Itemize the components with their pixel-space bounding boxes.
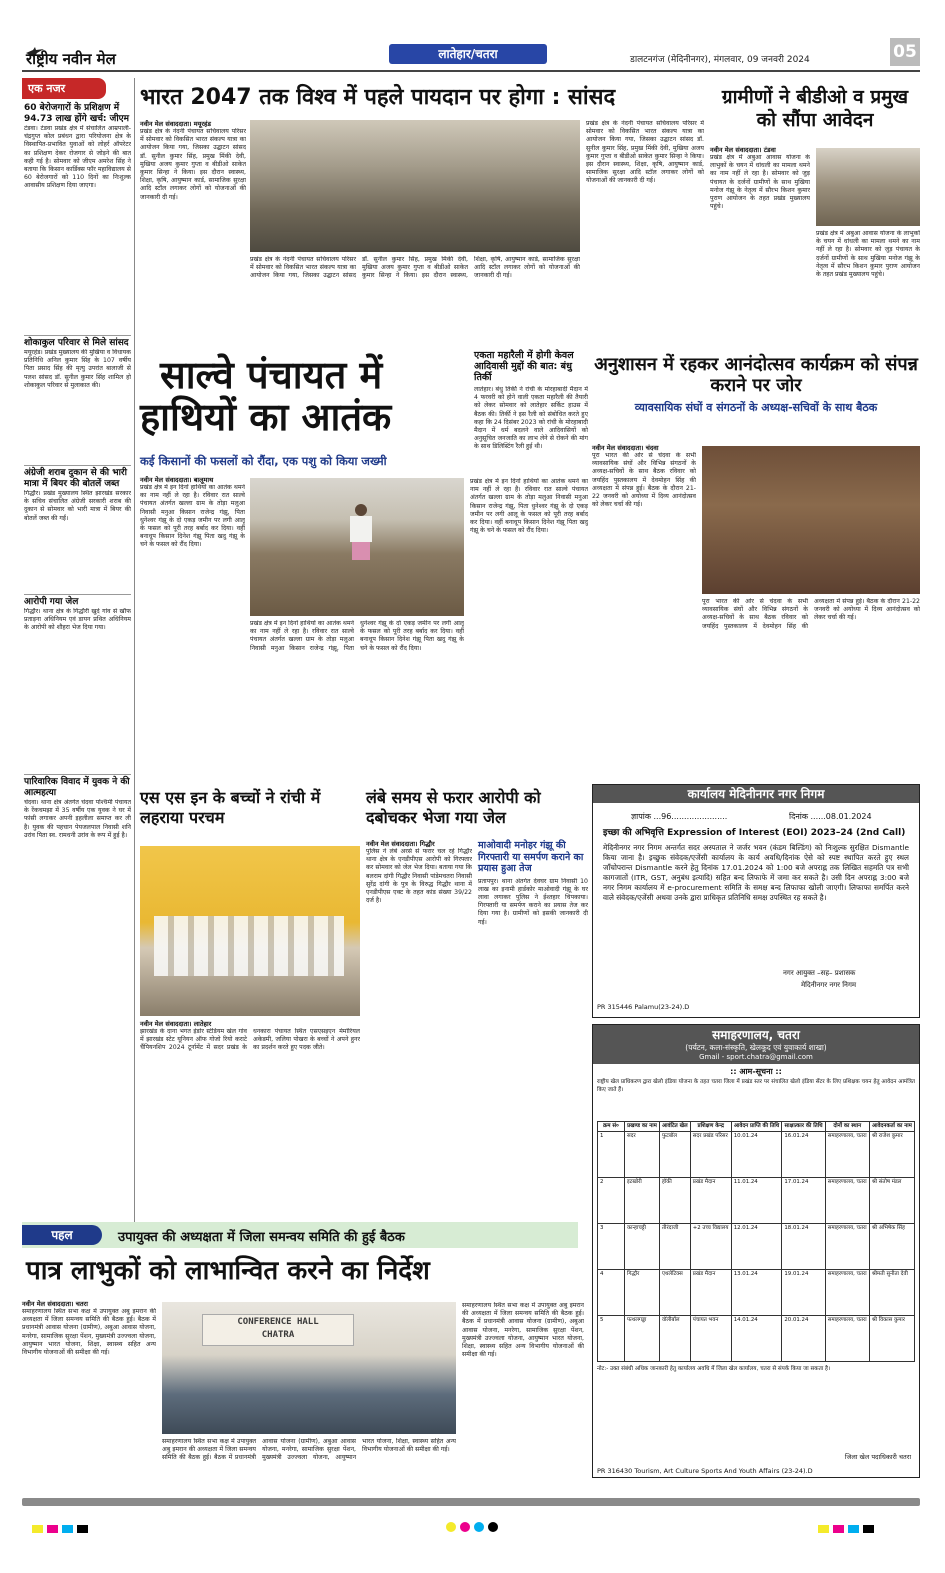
nagar-nigam-notice — [592, 784, 920, 1018]
signature-line-1: नगर आयुक्त –सह– प्रशासक — [783, 969, 856, 977]
page-number: 05 — [890, 38, 920, 66]
arrest-body: पुलिस ने लंबे अरसे से फरार चल रहे गिद्धौर थाना क्षेत्र के एनडीपीएस आरोपी को गिरफ्तार कर सोमवार को जेल भेज दिया। बताया गया कि बलराम दांगी गिद्धौर निवासी पांडेमचतरा निवासी सुरेंद्र दांगी के पुत्र के विरुद्ध गिद्धौर थाना में एनडीपीएस एक्ट के तहत कांड संख्या 39/22 दर्ज है। — [366, 848, 472, 905]
pahal-headline: पात्र लाभुकों को लाभान्वित करने का निर्देश — [26, 1256, 430, 1286]
table-cell: हॉकी — [659, 1178, 690, 1224]
eoi-body: मेदिनीनगर नगर निगम अन्तर्गत सदर अस्पताल ने जर्जर भवन (कंडम बिल्डिंग) को निःशुल्क सुरक्षित Dismantle किया जाना है। इच्छुक संवेदक/एजेंसी कार्यालय के कार्य अवधि/दिनांक ऐसे को स्पष्ट स्थापित करते हुए स्थल जाँचोपरान्त Dismantle करने हेतु दिनांक 17.01.2024 को 1:00 बजे अपराह्न तक लिखित सहमति पत्र सभी कागजातों (ITR, GST, अनुबंध इत्यादि) सहित बन्द लिफाफे में जमा कर सकते है। उसी दिन अपराह्न 3:00 बजे नगर निगम कार्यालय में e-procurement समिति के समक्ष बन्द लिफाफा खोली जाएगी। लिफाफा समर्पित करने वाले संवेदक/एजेंसी अथवा उनके द्वारा प्राधिकृत प्रतिनिधि समक्ष उपस्थित रह सकते है। — [603, 843, 909, 902]
color-swatch — [32, 1525, 43, 1533]
right-story-byline: नवीन मेल संवाददाता। टंडवा — [710, 146, 776, 154]
color-swatch — [77, 1525, 88, 1533]
table-row — [598, 1224, 915, 1270]
maoist-story — [478, 840, 588, 1200]
table-cell: श्री संतोष मंडल — [869, 1178, 914, 1224]
registration-circle — [446, 1522, 456, 1532]
notice-intro: राष्ट्रीय खेल प्राधिकरण द्वारा खेलो इंडिया योजना के तहत चतरा जिला में प्रखंड स्तर पर संचालित खेलो इंडिया सेंटर के लिए प्रशिक्षक चयन हेतु आवेदन आमंत्रित किए जाते हैं। — [597, 1079, 915, 1093]
coach-table — [597, 1121, 915, 1362]
elephant-headline-line1: साल्वे पंचायत में — [160, 352, 383, 397]
table-row — [598, 1178, 915, 1224]
table-cell: समाहरणालय, चतरा — [825, 1270, 869, 1316]
section-label: लातेहार/चतरा — [389, 44, 547, 64]
samaharnalay-header: समाहरणालय, चतरा — [712, 1028, 800, 1042]
pahal-strip — [22, 1222, 578, 1248]
villagers-photo — [816, 148, 920, 226]
elephant-body-continued: प्रखंड क्षेत्र में इन दिनों हाथियों का आतंक थमने का नाम नहीं ले रहा है। रविवार रात साल्वे पंचायत अंतर्गत खल्ला ग्राम के तोड़ा मलुआ निवासी मनुआ किसान राजेन्द्र गंझू, पिता धुनेश्वर गंझू के दो एकड़ जमीन पर लगी आलू के फसल को पूरी तरह बर्बाद कर दिया। वहीं बनाधूप किसान दिनेश गंझू पिता खदु गंझू के चने के फसल को रौंद दिया। — [250, 620, 464, 652]
maharally-body: लातेहार। बंधु तिर्की ने रांची के मोरहाबादी मैदान में 4 फरवरी को होने वाली एकता महारैली की तैयारी को लेकर सोमवार को लातेहार सर्किट हाउस में बैठक की। तिर्की ने इस रैली को संबोधित करते हुए कहा कि 24 दिसंबर 2023 को रांची के मोरहाबादी मैदान में धर्म बदलने वाले आदिवासियों को अनुसूचित जनजाति का लाभ लेने से रोकने की मांग के साथ डिलिस्टिंग रैली हुई थी। — [474, 386, 588, 451]
table-cell: 12.01.24 — [731, 1224, 782, 1270]
samaharnalay-subheader: (पर्यटन, कला-संस्कृति, खेलकूद एवं युवाकार्य शाखा) — [685, 1043, 827, 1052]
table-cell: 20.01.24 — [782, 1316, 825, 1362]
table-header: क्रम सं० — [598, 1122, 625, 1132]
masthead — [22, 36, 920, 72]
pahal-story — [22, 1222, 586, 1480]
table-row — [598, 1270, 915, 1316]
table-header: आवेदन प्राप्ति की तिथि — [731, 1122, 782, 1132]
registration-circle — [474, 1522, 484, 1532]
notice-note: नोट:- उक्त संबंधी अधिक जानकारी हेतु कार्यालय अवधि में जिला खेल कार्यालय, चतरा से संपर्क किया जा सकता है। — [597, 1366, 831, 1372]
maharally-headline: एकता महारैली में होगी केवल आदिवासी मुद्दों की बात: बंधु तिर्की — [474, 350, 574, 383]
elephant-headline-line2: हाथियों का आतंक — [140, 394, 392, 439]
samaharnalay-notice — [592, 1024, 920, 1478]
elephant-subhead: कई किसानों की फसलों को रौंदा, एक पशु को किया जख्मी — [140, 454, 387, 468]
registration-circle — [460, 1522, 470, 1532]
table-cell: 5 — [598, 1316, 625, 1362]
table-header: आवंटित खेल — [659, 1122, 690, 1132]
hall-sign-line1: CONFERENCE HALL — [237, 1317, 319, 1327]
hall-sign — [202, 1314, 354, 1346]
maoist-headline: माओवादी मनोहर गंझू की गिरफ्तारी या समर्पण कराने का प्रयास हुआ तेज — [478, 840, 584, 874]
eoi-title: इच्छा की अभिवृत्ति Expression of Interest (EOI) 2023–24 (2nd Call) — [603, 828, 906, 838]
table-cell: श्री विकास कुमार — [869, 1316, 914, 1362]
samaharnalay-title-block — [593, 1025, 919, 1064]
lead-story — [140, 118, 705, 350]
table-cell: 1 — [598, 1132, 625, 1178]
sidebar — [22, 78, 135, 1248]
paper-name: राष्ट्रीय नवीन मेल — [26, 50, 116, 68]
pr-number: PR 315446 Palamu(23-24).D — [597, 1003, 690, 1011]
sidebar-item-title: शोकाकुल परिवार से मिले सांसद — [24, 335, 131, 349]
maoist-body: प्रतापपुर। थाना अंतर्गत देवघर ग्राम निवासी 10 लाख का इनामी हार्डकोर माओवादी गंझू के घर लावा लगाकर पुलिस ने ईश्तहार चिपकाया। गिरफ्तारी या समर्पण कराने का प्रयास तेज कर दिया गया है। ग्रामीणों को इसकी जानकारी दी गई। — [478, 877, 588, 926]
lead-body: प्रखंड क्षेत्र के नंदनी पंचायत सचिवालय परिसर में सोमवार को विकसित भारत संकल्प यात्रा का आयोजन किया गया, जिसका उद्घाटन सांसद डॉ. सुनील कुमार सिंह, प्रमुख मिंकी देवी, मुखिया अजय कुमार गुप्ता व बीडीओ साकेत कुमार सिन्हा ने किया। इस दौरान स्वास्थ्य, शिक्षा, कृषि, आयुष्मान कार्ड, सामाजिक सुरक्षा आदि स्टॉल लगाकर लोगों को योजनाओं की जानकारी दी गई। — [140, 128, 246, 201]
samaharnalay-pr-number: PR 316430 Tourism, Art Culture Sports And Youth Affairs (23-24).D — [597, 1467, 813, 1475]
elephant-byline: नवीन मेल संवाददाता। बालूमाथ — [140, 476, 214, 484]
sidebar-item-title: पारिवारिक विवाद में युवक ने की आत्महत्या — [24, 774, 131, 799]
color-swatch — [47, 1525, 58, 1533]
karate-story — [140, 788, 360, 1206]
meeting-photo — [702, 446, 920, 594]
sidebar-header: एक नजर — [22, 78, 106, 99]
pahal-body: समाहरणालय स्थित सभा कक्ष में उपायुक्त अबु इमरान की अध्यक्षता में जिला समन्वय समिति की बैठक हुई। बैठक में प्रधानमंत्री आवास योजना (ग्रामीण), अबुआ आवास योजना, मनरेगा, सामाजिक सुरक्षा पेंशन, मुख्यमंत्री उज्ज्वला योजना, आयुष्मान भारत योजना, शिक्षा, स्वास्थ्य सहित अन्य विभागीय योजनाओं की समीक्षा की गई। — [22, 1308, 156, 1357]
table-cell: 4 — [598, 1270, 625, 1316]
table-cell: 17.01.24 — [782, 1178, 825, 1224]
table-header: साक्षात्कार की तिथि — [782, 1122, 825, 1132]
registration-circles — [446, 1517, 502, 1536]
table-cell: तीरंदाजी — [659, 1224, 690, 1270]
table-header: प्रशिक्षण केन्द्र — [690, 1122, 731, 1132]
table-cell: समाहरणालय, चतरा — [825, 1178, 869, 1224]
table-cell: गिद्धौर — [625, 1270, 660, 1316]
lead-body-continued: प्रखंड क्षेत्र के नंदनी पंचायत सचिवालय परिसर में सोमवार को विकसित भारत संकल्प यात्रा का आयोजन किया गया, जिसका उद्घाटन सांसद डॉ. सुनील कुमार सिंह, प्रमुख मिंकी देवी, मुखिया अजय कुमार गुप्ता व बीडीओ साकेत कुमार सिन्हा ने किया। इस दौरान स्वास्थ्य, शिक्षा, कृषि, आयुष्मान कार्ड, सामाजिक सुरक्षा आदि स्टॉल लगाकर लोगों को योजनाओं की जानकारी दी गई। — [586, 120, 704, 185]
table-cell: वॉलीबॉल — [659, 1316, 690, 1362]
sidebar-item-title: आरोपी गया जेल — [24, 594, 131, 608]
notice-title: :: आम-सूचना :: — [730, 1067, 782, 1076]
anushasan-headline: अनुशासन में रहकर आनंदोत्सव कार्यक्रम को संपन्न कराने पर जोर — [594, 354, 918, 396]
table-cell: प्रखंड मैदान — [690, 1270, 731, 1316]
pahal-body-continued: समाहरणालय स्थित सभा कक्ष में उपायुक्त अबु इमरान की अध्यक्षता में जिला समन्वय समिति की बैठक हुई। बैठक में प्रधानमंत्री आवास योजना (ग्रामीण), अबुआ आवास योजना, मनरेगा, सामाजिक सुरक्षा पेंशन, मुख्यमंत्री उज्ज्वला योजना, आयुष्मान भारत योजना, शिक्षा, स्वास्थ्य सहित अन्य विभागीय योजनाओं की समीक्षा की गई। — [162, 1438, 456, 1462]
anushasan-story — [592, 354, 920, 762]
table-header: प्रखण्ड का नाम — [625, 1122, 660, 1132]
anushasan-subhead: व्यावसायिक संघों व संगठनों के अध्यक्ष-सचिवों के साथ बैठक — [634, 401, 878, 414]
color-swatch — [833, 1525, 844, 1533]
sidebar-item-body: गिद्धौर। प्रखंड मुख्यालय स्थित झारखंड सरकार के सचिव संचालित अंग्रेजी सरकारी शराब की दुकान से सोमवार को भारी मात्रा में बियर की बोतलें जब्त की गईं। — [24, 490, 131, 522]
anushasan-byline: नवीन मेल संवाददाता। चंदवा — [592, 444, 659, 452]
table-cell: +2 उच्च विद्यालय — [690, 1224, 731, 1270]
table-cell: एथलेटिक्स — [659, 1270, 690, 1316]
table-cell: 16.01.24 — [782, 1132, 825, 1178]
color-swatches-right — [818, 1518, 878, 1537]
table-cell: प्रखंड मैदान — [690, 1178, 731, 1224]
lead-body-continued: प्रखंड क्षेत्र के नंदनी पंचायत सचिवालय परिसर में सोमवार को विकसित भारत संकल्प यात्रा का आयोजन किया गया, जिसका उद्घाटन सांसद डॉ. सुनील कुमार सिंह, प्रमुख मिंकी देवी, मुखिया अजय कुमार गुप्ता व बीडीओ साकेत कुमार सिन्हा ने किया। इस दौरान स्वास्थ्य, शिक्षा, कृषि, आयुष्मान कार्ड, सामाजिक सुरक्षा आदि स्टॉल लगाकर लोगों को योजनाओं की जानकारी दी गई। — [250, 256, 580, 280]
notice-date: दिनांक ......08.01.2024 — [789, 812, 872, 821]
color-swatch — [62, 1525, 73, 1533]
sidebar-item-title: 60 बेरोजगारों के प्रशिक्षण में 94.73 लाख होंगे खर्च: जीएम — [24, 103, 130, 124]
sidebar-item-body: गिद्धौर। थाना क्षेत्र के गिद्धौरी खुर्द गांव से खौफ प्रताड़ना अधिनियम एवं डायन प्रथित अधिनियम के आरोपी को शौहरा भेज दिया गया। — [24, 608, 131, 632]
farmer-field-photo — [250, 478, 464, 616]
table-header-row — [598, 1122, 915, 1132]
right-story-body: प्रखंड क्षेत्र में अबुआ आवास योजना के लाभुकों के चयन में धांधली का मामला थमने का नाम नहीं ले रहा है। सोमवार को जुड़ पंचायत के दर्जनों ग्रामीणों के साथ मुखिया मनोज गंझू के नेतृत्व में सौरभ किशन कुमार पुराण आयोजन के तहत प्रखंड मुख्यालय पहुंचे। — [710, 154, 810, 211]
pahal-tag: पहल — [22, 1225, 102, 1245]
table-cell: श्री अभिषेक सिंह — [869, 1224, 914, 1270]
table-cell: 14.01.24 — [731, 1316, 782, 1362]
sidebar-item-title: अंग्रेजी शराब दुकान से की भारी मात्रा में बियर की बोतलें जब्त — [24, 465, 131, 490]
table-cell: सदर प्रखंड परिसर — [690, 1132, 731, 1178]
registration-circle — [488, 1522, 498, 1532]
right-story-headline: ग्रामीणों ने बीडीओ व प्रमुख को सौंपा आवेदन — [721, 86, 909, 131]
color-swatches-left — [32, 1518, 92, 1537]
table-cell: फुटबॉल — [659, 1132, 690, 1178]
pahal-subhead: उपायुक्त की अध्यक्षता में जिला समन्वय समिति की हुई बैठक — [118, 1230, 405, 1245]
table-cell: 2 — [598, 1178, 625, 1224]
karate-body: झारखंड के दाना भगत इंडोर स्टेडियम खेल गांव में झारखंड स्टेट यूनियन ऑफ गोजो रियो कराटे चैंपियनशिप 2024 टूर्नामेंट में सदर प्रखंड के धनकारा पंचायत स्थित एसएसइएन मेमोरियल अकेडमी, जलिया पोखरा के बच्चों ने अपने हुनर का प्रदर्शन करते हुए पदक जीते। — [140, 1028, 360, 1052]
right-story-body-continued: प्रखंड क्षेत्र में अबुआ आवास योजना के लाभुकों के चयन में धांधली का मामला थमने का नाम नहीं ले रहा है। सोमवार को जुड़ पंचायत के दर्जनों ग्रामीणों के साथ मुखिया मनोज गंझू के नेतृत्व में सौरभ किशन कुमार पुराण आयोजन के तहत प्रखंड मुख्यालय पहुंचे। — [816, 230, 920, 279]
nagar-nigam-header: कार्यालय मेदिनीनगर नगर निगम — [593, 785, 919, 803]
table-cell: 18.01.24 — [782, 1224, 825, 1270]
table-cell: समाहरणालय, चतरा — [825, 1224, 869, 1270]
arrest-headline: लंबे समय से फरार आरोपी को दबोचकर भेजा गया जेल — [366, 788, 541, 827]
elephant-body: प्रखंड क्षेत्र में इन दिनों हाथियों का आतंक थमने का नाम नहीं ले रहा है। रविवार रात साल्वे पंचायत अंतर्गत खल्ला ग्राम के तोड़ा मलुआ निवासी मनुआ किसान राजेन्द्र गंझू, पिता धुनेश्वर गंझू के दो एकड़ जमीन पर लगी आलू के फसल को पूरी तरह बर्बाद कर दिया। वहीं बनाधूप किसान दिनेश गंझू पिता खदु गंझू के चने के फसल को रौंद दिया। — [140, 484, 245, 549]
table-header: दोनों का स्थान — [825, 1122, 869, 1132]
table-cell: श्री राजेश कुमार — [869, 1132, 914, 1178]
letter-number: ज्ञापांक ...96...................... — [631, 812, 728, 821]
table-cell: इटखोरी — [625, 1178, 660, 1224]
karate-byline: नवीन मेल संवाददाता। लातेहार — [140, 1020, 212, 1028]
samaharnalay-gmail: Gmail - sport.chatra@gmail.com — [699, 1053, 813, 1061]
table-cell: समाहरणालय, चतरा — [825, 1316, 869, 1362]
hall-sign-line2: CHATRA — [261, 1330, 295, 1340]
lead-photo — [250, 120, 580, 252]
table-row — [598, 1316, 915, 1362]
anushasan-body-continued: पूरा भारत की ओर से चंदवा के सभी व्यावसायिक संघों और विभिन्न संगठनों के अध्यक्ष-सचिवों के साथ बैठक रविवार को जयहिंद पुस्तकालय में देवमोहन सिंह की अध्यक्षता में संपन्न हुई। बैठक के दौरान 21-22 जनवरी को अयोध्या में दिव्य आनंदोत्सव को लेकर चर्चा की गई। — [702, 598, 920, 630]
table-cell: कान्हाचट्टी — [625, 1224, 660, 1270]
table-cell: 11.01.24 — [731, 1178, 782, 1224]
registration-marks — [22, 1516, 920, 1530]
lead-byline: नवीन मेल संवाददाता। मयूरहंड — [140, 120, 211, 128]
table-row — [598, 1132, 915, 1178]
farmer-figure — [350, 504, 372, 574]
right-story-villagers — [710, 86, 920, 348]
sidebar-item-body: मयूरहंड। प्रखंड मुख्यालय की मुखिया व विधायक प्रतिनिधि अनिल कुमार सिंह के 107 वर्षीय पिता प्रसाद सिंह की मृत्यु उपरांत बालाजी से पलश सांसद डॉ. सुनील कुमार सिंह शामिल हो शोकाकुल परिवार से मुलाकात की। — [24, 349, 131, 389]
pahal-body-continued: समाहरणालय स्थित सभा कक्ष में उपायुक्त अबु इमरान की अध्यक्षता में जिला समन्वय समिति की बैठक हुई। बैठक में प्रधानमंत्री आवास योजना (ग्रामीण), अबुआ आवास योजना, मनरेगा, सामाजिक सुरक्षा पेंशन, मुख्यमंत्री उज्ज्वला योजना, आयुष्मान भारत योजना, शिक्षा, स्वास्थ्य सहित अन्य विभागीय योजनाओं की समीक्षा की गई। — [462, 1302, 584, 1359]
conference-hall-photo — [162, 1302, 456, 1434]
table-header: आवेदनकर्ता का नाम — [869, 1122, 914, 1132]
dateline: डालटनगंज (मेदिनीनगर), मंगलवार, 09 जनवरी 2024 — [630, 55, 810, 65]
table-cell: 13.01.24 — [731, 1270, 782, 1316]
arrest-story — [366, 788, 588, 1206]
karate-team-photo — [140, 846, 360, 1016]
color-swatch — [863, 1525, 874, 1533]
maharally-story — [474, 350, 588, 760]
anushasan-body: पूरा भारत की ओर से चंदवा के सभी व्यावसायिक संघों और विभिन्न संगठनों के अध्यक्ष-सचिवों के साथ बैठक रविवार को जयहिंद पुस्तकालय में देवमोहन सिंह की अध्यक्षता में संपन्न हुई। बैठक के दौरान 21-22 जनवरी को अयोध्या में दिव्य आनंदोत्सव को लेकर चर्चा की गई। — [592, 452, 696, 509]
table-cell: श्रीमती सुनीता देवी — [869, 1270, 914, 1316]
color-swatch — [848, 1525, 859, 1533]
karate-headline: एस एस इन के बच्चों ने रांची में लहराया परचम — [140, 788, 321, 827]
elephant-body-continued: प्रखंड क्षेत्र में इन दिनों हाथियों का आतंक थमने का नाम नहीं ले रहा है। रविवार रात साल्वे पंचायत अंतर्गत खल्ला ग्राम के तोड़ा मलुआ निवासी मनुआ किसान राजेन्द्र गंझू, पिता धुनेश्वर गंझू के दो एकड़ जमीन पर लगी आलू के फसल को पूरी तरह बर्बाद कर दिया। वहीं बनाधूप किसान दिनेश गंझू पिता खदु गंझू के चने के फसल को रौंद दिया। — [470, 478, 588, 535]
sidebar-item-body: टंडवा। टंडवा प्रखंड क्षेत्र में संचालित आम्रपाली-चंद्रगुप्त कोल प्रबंधन द्वारा परियोजना क्षेत्र के विस्थापित-प्रभावित युवाओं को लोहर्र ऑपरेटर का प्रशिक्षण देकर रोजगार से जोड़ने की बात कही गई है। सोमवार को जीएम अमरेश सिंह ने बताया कि किसान कार्डिक्स फॉर महाविद्यालय से 60 बेरोजगारों को 110 दिनों का निःशुल्क आवासीय प्रशिक्षण दिया जाएगा। — [24, 125, 131, 190]
pahal-byline: नवीन मेल संवाददाता। चतरा — [22, 1300, 88, 1308]
arrest-byline: नवीन मेल संवाददाता। गिद्धौर — [366, 840, 435, 848]
table-cell: 10.01.24 — [731, 1132, 782, 1178]
table-cell: सदर — [625, 1132, 660, 1178]
signature-line-2: मेदिनीनगर नगर निगम — [801, 981, 857, 989]
table-cell: पंचायत भवन — [690, 1316, 731, 1362]
table-cell: 3 — [598, 1224, 625, 1270]
color-swatch — [818, 1525, 829, 1533]
lead-headline: भारत 2047 तक विश्व में पहले पायदान पर होगा : सांसद — [140, 85, 616, 110]
table-cell: 19.01.24 — [782, 1270, 825, 1316]
samaharnalay-signature: जिला खेल पदाधिकारी चतरा — [844, 1453, 912, 1461]
sidebar-item-body: चंदवा। थाना क्षेत्र अंतर्गत चंदवा पश्चिमी पंचायत के रेंकचमझा में 35 वर्षीय एक युवक ने घर में फांसी लगाकर अपनी इहलीला समाप्त कर ली है। युवक की पहचान पेयजलपाल निवासी शनि उरांव पिता स्व. रामधनी उरांव के रूप में हुई है। — [24, 799, 131, 839]
table-cell: समाहरणालय, चतरा — [825, 1132, 869, 1178]
bottom-bar — [22, 1498, 920, 1506]
table-cell: पत्थलगड्डा — [625, 1316, 660, 1362]
